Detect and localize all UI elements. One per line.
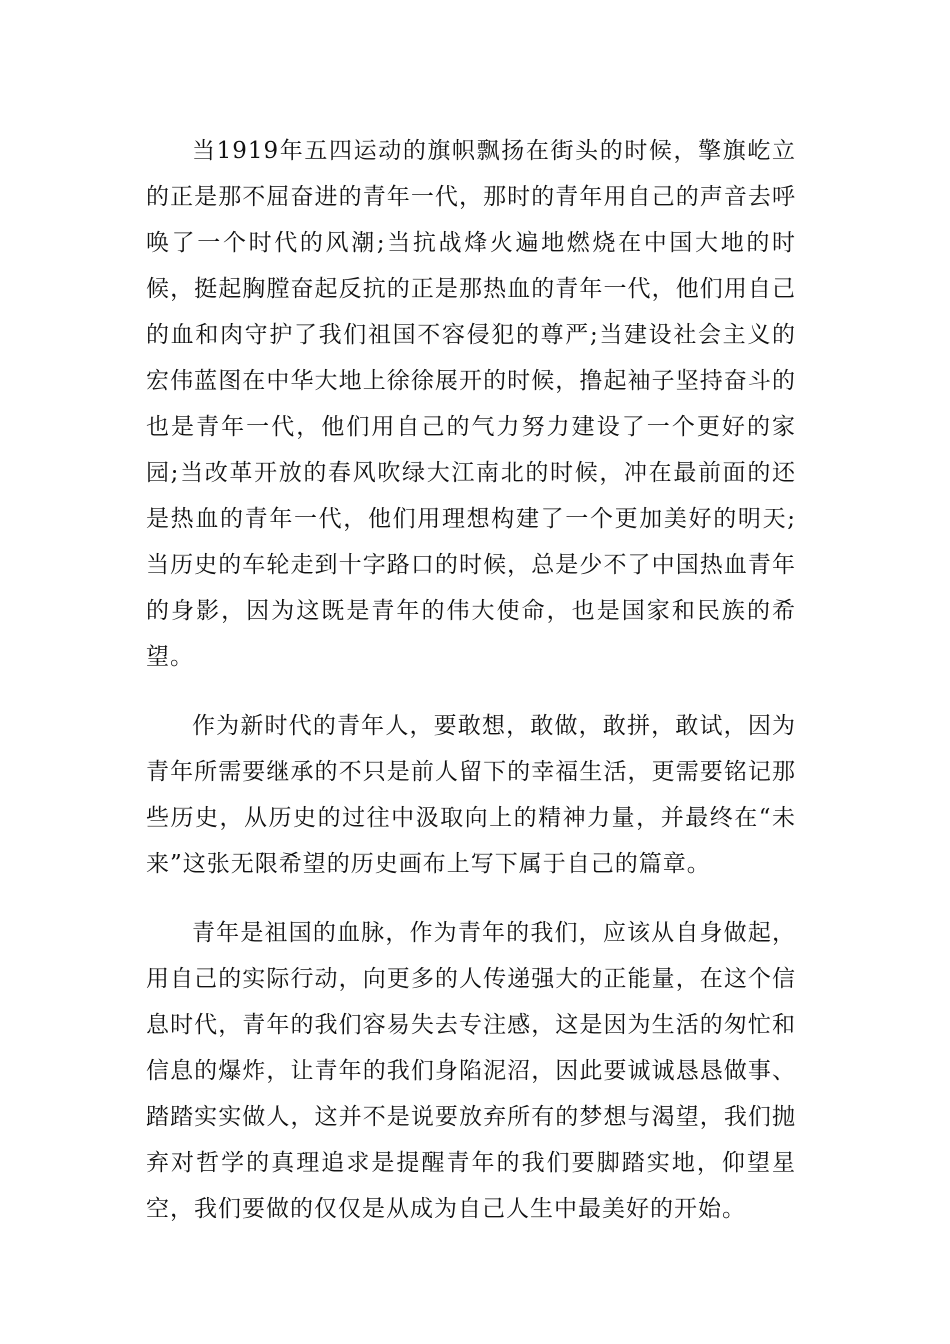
paragraph-2: 作为新时代的青年人，要敢想，敢做，敢拼，敢试，因为青年所需要继承的不只是前人留下的幸福生活，更需要铭记那些历史，从历史的过往中汲取向上的精神力量，并最终在“未来”这张无限希望的历史画布上写下属于自己的篇章。	[146, 713, 796, 877]
document-body	[146, 128, 796, 1232]
paragraph-1: 当1919年五四运动的旗帜飘扬在街头的时候，擎旗屹立的正是那不屈奋进的青年一代，那时的青年用自己的声音去呼唤了一个时代的风潮;当抗战烽火遍地燃烧在中国大地的时候，挺起胸膛奋起反抗的正是那热血的青年一代，他们用自己的血和肉守护了我们祖国不容侵犯的尊严;当建设社会主义的宏伟蓝图在中华大地上徐徐展开的时候，撸起袖子坚持奋斗的也是青年一代，他们用自己的气力努力建设了一个更好的家园;当改革开放的春风吹绿大江南北的时候，冲在最前面的还是热血的青年一代，他们用理想构建了一个更加美好的明天;当历史的车轮走到十字路口的时候，总是少不了中国热血青年的身影，因为这既是青年的伟大使命，也是国家和民族的希望。	[146, 138, 796, 670]
paragraph-3: 青年是祖国的血脉，作为青年的我们，应该从自身做起，用自己的实际行动，向更多的人传递强大的正能量，在这个信息时代，青年的我们容易失去专注感，这是因为生活的匆忙和信息的爆炸，让青年的我们身陷泥沼，因此要诚诚恳恳做事、踏踏实实做人，这并不是说要放弃所有的梦想与渴望，我们抛弃对哲学的真理追求是提醒青年的我们要脚踏实地，仰望星空，我们要做的仅仅是从成为自己人生中最美好的开始。	[146, 920, 796, 1222]
